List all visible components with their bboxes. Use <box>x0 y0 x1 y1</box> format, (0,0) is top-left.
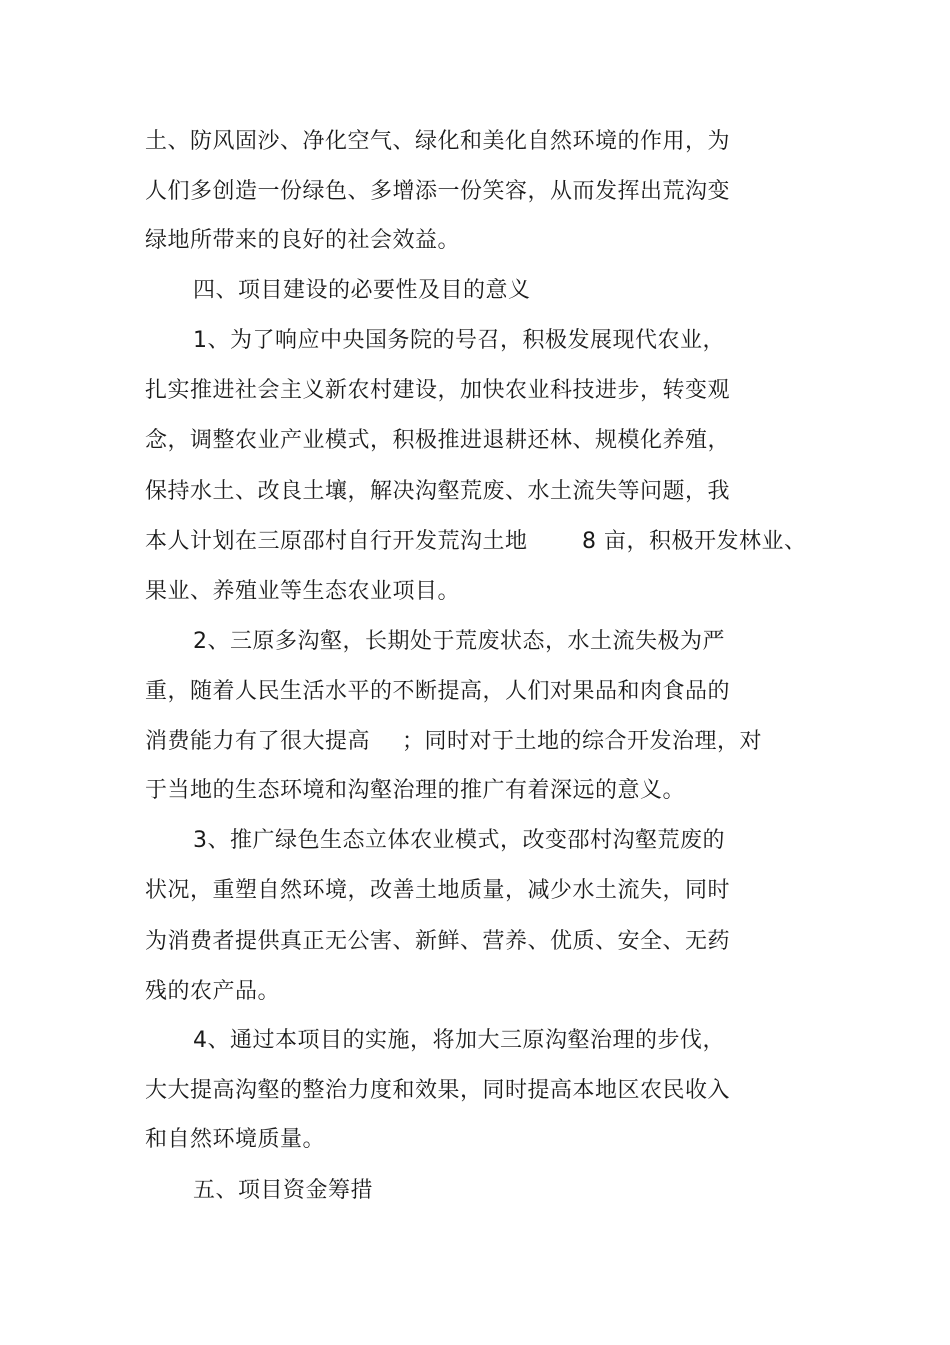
text-line: 保持水土、改良土壤，解决沟壑荒废、水土流失等问题，我 <box>145 479 731 504</box>
text-line: 果业、养殖业等生态农业项目。 <box>145 579 461 604</box>
section-heading: 四、项目建设的必要性及目的意义 <box>193 278 531 303</box>
text-line-continuation: 8 亩，积极开发林业、 <box>582 529 807 554</box>
paragraph-start: 2、三原多沟壑，长期处于荒废状态，水土流失极为严 <box>193 629 725 654</box>
text-line: 消费能力有了很大提高 <box>145 729 371 754</box>
text-line: 念，调整农业产业模式，积极推进退耕还林、规模化养殖， <box>145 428 731 453</box>
text-line: 状况，重塑自然环境，改善土地质量，减少水土流失，同时 <box>145 878 731 903</box>
text-line-continuation: ；同时对于土地的综合开发治理，对 <box>402 729 763 754</box>
text-line: 人们多创造一份绿色、多增添一份笑容，从而发挥出荒沟变 <box>145 179 731 204</box>
text-line: 绿地所带来的良好的社会效益。 <box>145 228 461 253</box>
text-line: 于当地的生态环境和沟壑治理的推广有着深远的意义。 <box>145 778 686 803</box>
text-line: 和自然环境质量。 <box>145 1127 326 1152</box>
paragraph-start: 1、为了响应中央国务院的号召，积极发展现代农业， <box>193 328 725 353</box>
paragraph-start: 4、通过本项目的实施，将加大三原沟壑治理的步伐， <box>193 1028 725 1053</box>
paragraph-start: 3、推广绿色生态立体农业模式，改变邵村沟壑荒废的 <box>193 828 725 853</box>
text-line: 为消费者提供真正无公害、新鲜、营养、优质、安全、无药 <box>145 929 731 954</box>
text-line: 大大提高沟壑的整治力度和效果，同时提高本地区农民收入 <box>145 1078 731 1103</box>
section-heading: 五、项目资金筹措 <box>193 1178 374 1203</box>
text-line: 扎实推进社会主义新农村建设，加快农业科技进步，转变观 <box>145 378 731 403</box>
text-line: 土、防风固沙、净化空气、绿化和美化自然环境的作用，为 <box>145 129 731 154</box>
text-line: 残的农产品。 <box>145 979 281 1004</box>
text-line: 本人计划在三原邵村自行开发荒沟土地 <box>145 529 528 554</box>
text-line: 重，随着人民生活水平的不断提高，人们对果品和肉食品的 <box>145 679 731 704</box>
